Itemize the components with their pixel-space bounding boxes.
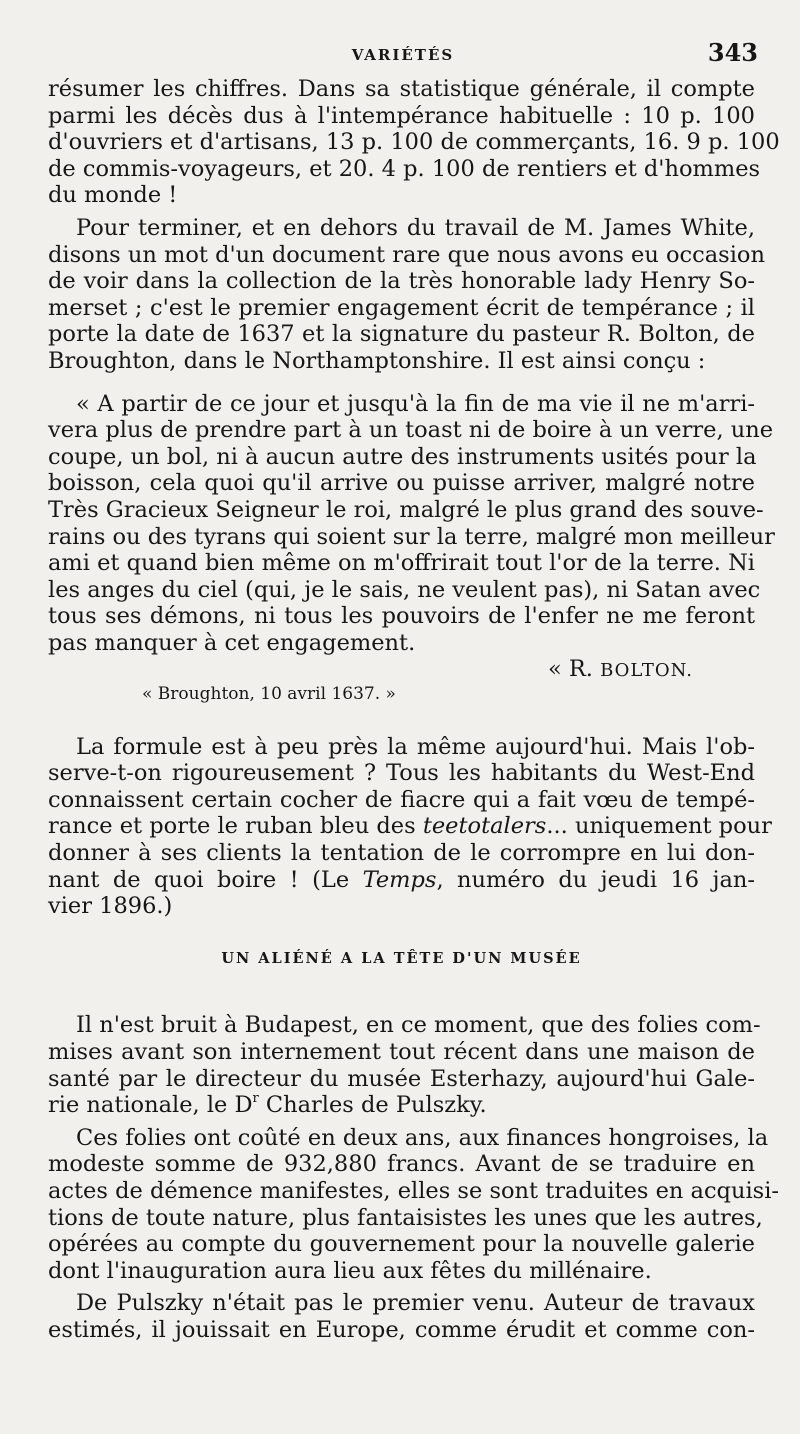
text-line: De Pulszky n'était pas le premier venu. Auteur de travaux — [76, 1290, 755, 1317]
text-line: modeste somme de 932,880 francs. Avant de se traduire en — [48, 1151, 755, 1178]
page-body — [48, 76, 780, 1344]
text-line: Pour terminer, et en dehors du travail de M. James White, — [76, 214, 755, 241]
text-line: disons un mot d'un document rare que nous avons eu occasion — [48, 241, 765, 268]
text-line: donner à ses clients la tentation de le corrompre en lui don- — [48, 840, 755, 867]
text-line: porte la date de 1637 et la signature du pasteur R. Bolton, de — [48, 321, 755, 348]
section-title: UN ALIÉNÉ A LA TÊTE D'UN MUSÉE — [221, 949, 582, 967]
text-line: boisson, cela quoi qu'il arrive ou puisse arriver, malgré notre — [48, 470, 755, 497]
text-line: santé par le directeur du musée Esterhazy, aujourd'hui Gale- — [48, 1065, 755, 1092]
text-line: rains ou des tyrans qui soient sur la terre, malgré mon meilleur — [48, 523, 775, 550]
page-header — [48, 38, 758, 70]
text-line: de commis-voyageurs, et 20. 4 p. 100 de rentiers et d'hommes — [48, 155, 761, 182]
text-line: estimés, il jouissait en Europe, comme érudit et comme con- — [48, 1316, 755, 1343]
text-line: du monde ! — [48, 182, 178, 209]
text-line: coupe, un bol, ni à aucun autre des instruments usités pour la — [48, 443, 757, 470]
text-line: de voir dans la collection de la très honorable lady Henry So- — [48, 268, 755, 295]
text-line: La formule est à peu près la même aujourd'hui. Mais l'ob- — [76, 733, 755, 760]
text-segment: rance et porte le ruban bleu des — [48, 813, 416, 840]
paragraph-intemperance-statistics — [48, 76, 780, 209]
text-segment: ... uniquement pour — [546, 813, 772, 840]
paragraph-bolton-document — [48, 214, 765, 375]
text-line: ami et quand bien même on m'offrirait tout l'or de la terre. Ni — [48, 550, 755, 577]
paragraph-formula-today — [48, 733, 772, 920]
text-line: Broughton, dans le Northamptonshire. Il est ainsi conçu : — [48, 347, 706, 374]
text-line: vera plus de prendre part à un toast ni de boire à un verre, une — [48, 417, 774, 444]
text-line: « A partir de ce jour et jusqu'à la fin de ma vie il ne m'arri- — [76, 390, 755, 417]
text-line — [48, 1092, 755, 1119]
superscript: r — [252, 1091, 259, 1107]
text-line: pas manquer à cet engagement. — [48, 629, 416, 656]
text-line: tous ses démons, ni tous les pouvoirs de l'enfer ne me feront — [48, 603, 755, 630]
quotation-pledge — [48, 390, 775, 657]
running-head: VARIÉTÉS — [351, 46, 455, 64]
dateline: « Broughton, 10 avril 1637. » — [142, 684, 396, 705]
text-line — [48, 867, 755, 894]
italic-newspaper-title: Temps — [362, 866, 437, 893]
paragraph-pulszky — [48, 1290, 755, 1343]
page-number: 343 — [707, 38, 758, 67]
text-line: d'ouvriers et d'artisans, 13 p. 100 de commerçants, 16. 9 p. 100 — [48, 129, 780, 156]
text-line: vier 1896.) — [48, 893, 173, 920]
text-line — [48, 813, 772, 840]
signature-prefix: « R. — [547, 656, 601, 683]
text-line: tions de toute nature, plus fantaisistes les unes que les autres, — [48, 1204, 763, 1231]
text-segment: nant de quoi boire ! (Le — [48, 866, 350, 893]
paragraph-finances — [48, 1124, 779, 1285]
text-line: Très Gracieux Seigneur le roi, malgré le plus grand des souve- — [48, 496, 764, 523]
text-line: connaissent certain cocher de fiacre qui a fait vœu de tempé- — [48, 786, 755, 813]
signature-name: BOLTON. — [600, 660, 693, 682]
text-segment: , numéro du jeudi 16 jan- — [436, 866, 755, 893]
text-line: résumer les chiffres. Dans sa statistique générale, il compte — [48, 76, 755, 102]
text-line: Il n'est bruit à Budapest, en ce moment, que des folies com- — [76, 1012, 761, 1039]
text-line: Ces folies ont coûté en deux ans, aux finances hongroises, la — [76, 1124, 769, 1151]
text-line: actes de démence manifestes, elles se sont traduites en acquisi- — [48, 1177, 779, 1204]
text-line: merset ; c'est le premier engagement écrit de tempérance ; il — [48, 294, 755, 321]
paragraph-budapest-folies — [48, 1012, 761, 1119]
text-line: serve-t-on rigoureusement ? Tous les habitants du West-End — [48, 760, 755, 787]
text-segment: rie nationale, le D — [48, 1092, 253, 1119]
text-line: les anges du ciel (qui, je le sais, ne veulent pas), ni Satan avec — [48, 576, 761, 603]
text-line: dont l'inauguration aura lieu aux fêtes du millénaire. — [48, 1257, 652, 1284]
text-line: parmi les décès dus à l'intempérance habituelle : 10 p. 100 — [48, 102, 755, 129]
text-line: opérées au compte du gouvernement pour la nouvelle galerie — [48, 1231, 755, 1258]
italic-term: teetotalers — [422, 813, 547, 840]
text-line: mises avant son internement tout récent dans une maison de — [48, 1039, 755, 1065]
text-segment: Charles de Pulszky. — [258, 1092, 487, 1119]
